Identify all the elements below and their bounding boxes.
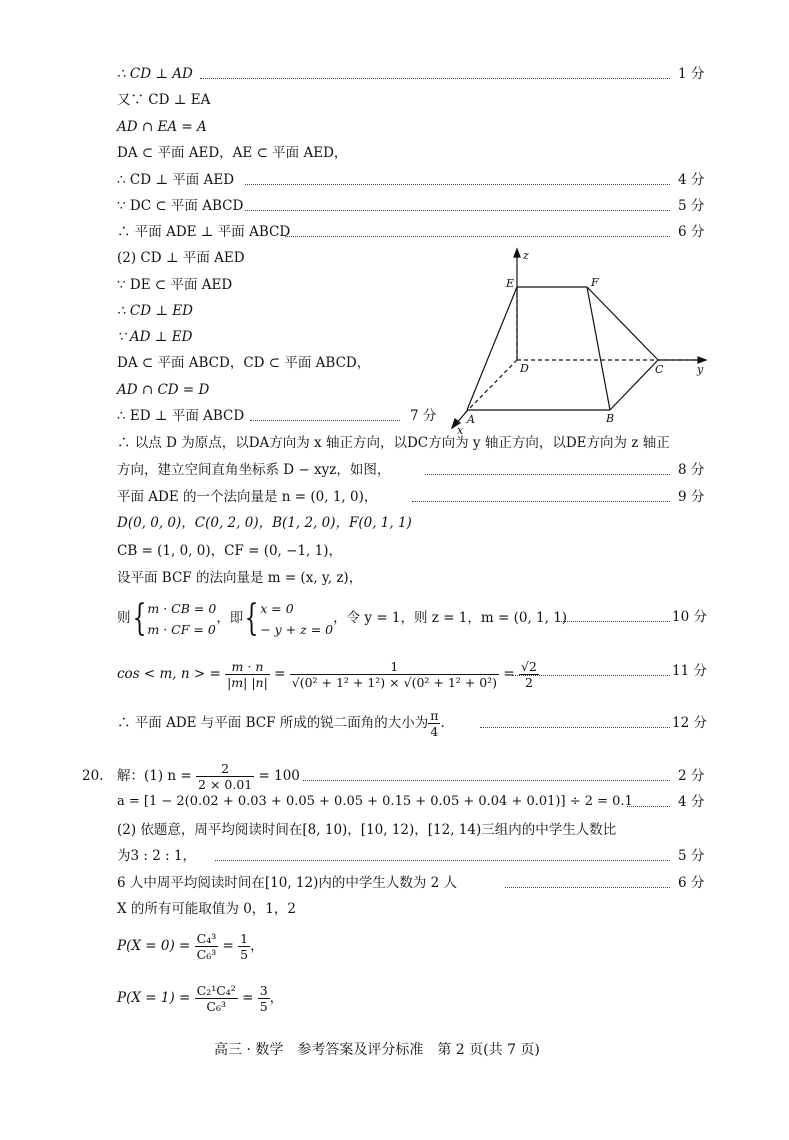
text-eq: = [242, 990, 254, 1006]
line-4: DA ⊂ 平面 AED，AE ⊂ 平面 AED， [117, 145, 348, 161]
fraction-p0 [238, 931, 250, 962]
points-1: 1 分 [678, 66, 705, 82]
coordinate-figure [440, 245, 720, 435]
line-7: ∴ 平面 ADE ⊥ 平面 ABCD [117, 224, 291, 240]
points-12: 12 分 [672, 715, 707, 731]
frac-den: 2 × 0.01 [198, 777, 253, 792]
label-b: B [606, 412, 615, 425]
line-10: ∴ CD ⊥ ED [117, 303, 193, 319]
leader-dots [412, 501, 670, 502]
line-16: 方向，建立空间直角坐标系 D − xyz，如图， [117, 462, 391, 478]
text-period: . [440, 715, 445, 731]
leader-dots [250, 420, 400, 421]
leader-dots [512, 675, 670, 676]
frac-den: 5 [240, 947, 249, 962]
frac-num: 2 [196, 761, 254, 777]
fraction-n [196, 761, 254, 792]
page-footer: 高三 · 数学 参考答案及评分标准 第 2 页(共 7 页) [214, 1042, 540, 1058]
label-y: y [697, 363, 704, 376]
text-comma: ， [269, 990, 284, 1006]
frac-den: C₆³ [206, 999, 227, 1014]
text-eq: = [222, 938, 234, 954]
text-let: ，令 y = 1，则 z = 1，m = (0, 1, 1) [333, 610, 568, 626]
frac-den: 2 [524, 675, 533, 690]
leader-dots [505, 887, 670, 888]
frac-num: π [430, 708, 439, 723]
fraction-pi4 [428, 708, 440, 739]
line-12: DA ⊂ 平面 ABCD，CD ⊂ 平面 ABCD， [117, 355, 371, 371]
line-q20-6: X 的所有可能取值为 0，1，2 [117, 901, 296, 917]
question-number-20: 20. [82, 768, 104, 784]
text-cos: cos < m, n > = [117, 666, 221, 682]
text-n: 解：(1) n = [117, 768, 192, 784]
text-ie: ，即 [216, 610, 244, 626]
eq-3: x = 0 [260, 600, 294, 616]
line-13: AD ∩ CD = D [117, 382, 210, 398]
points-5: 5 分 [678, 198, 705, 214]
leader-dots [200, 78, 670, 79]
points-q5: 5 分 [678, 848, 705, 864]
leader-dots [245, 210, 670, 211]
label-c: C [655, 363, 664, 376]
frac-den: |m| |n| [227, 675, 268, 690]
eq-4: − y + z = 0 [260, 621, 334, 637]
frac-den: 4 [430, 724, 439, 739]
label-e: E [506, 277, 515, 290]
line-3: AD ∩ EA = A [117, 119, 207, 135]
line-q20-7 [117, 926, 264, 966]
edge-bc [610, 360, 658, 410]
label-a: A [467, 413, 475, 426]
leader-dots [627, 806, 670, 807]
points-8: 8 分 [678, 462, 705, 478]
brace: { [244, 597, 259, 639]
brace: { [132, 597, 146, 639]
text-eq: = [503, 666, 515, 682]
da-dashed [465, 360, 517, 413]
points-6: 6 分 [678, 224, 705, 240]
line-20: 设平面 BCF 的法向量是 m = (x, y, z)， [117, 570, 363, 586]
points-q2: 2 分 [678, 768, 705, 784]
frac-den: √(0² + 1² + 1²) × √(0² + 1² + 0²) [291, 675, 498, 690]
text-eq100: = 100 [258, 768, 300, 784]
text-then: 则 [117, 610, 131, 626]
line-14: ∴ ED ⊥ 平面 ABCD [117, 408, 245, 424]
frac-num: 1 [290, 659, 499, 675]
line-q20-4: 为3 : 2 : 1， [117, 848, 197, 864]
line-22 [117, 654, 539, 694]
points-9: 9 分 [678, 489, 705, 505]
line-5: ∴ CD ⊥ 平面 AED [117, 172, 235, 188]
points-10: 10 分 [672, 609, 707, 625]
frac-num: 3 [259, 983, 268, 998]
text-p1: P(X = 1) = [117, 990, 191, 1006]
system-1 [147, 598, 216, 640]
text-comma: ， [250, 938, 264, 954]
line-1: ∴ CD ⊥ AD [117, 66, 193, 82]
line-11: ∵ AD ⊥ ED [117, 329, 193, 345]
edge-fc [587, 287, 658, 360]
text-p0: P(X = 0) = [117, 938, 191, 954]
fraction-p1 [258, 983, 270, 1014]
frac-den: C₆³ [196, 947, 217, 962]
line-15: ∴ 以点 D 为原点，以DA方向为 x 轴正方向，以DC方向为 y 轴正方向，以DE方向为 z 轴正 [117, 435, 670, 451]
line-6: ∵ DC ⊂ 平面 ABCD [117, 198, 244, 214]
line-21 [117, 596, 567, 640]
leader-dots [303, 780, 670, 781]
frac-num: C₄³ [196, 931, 217, 946]
fraction-mn [225, 659, 270, 690]
frac-den: 5 [259, 999, 268, 1014]
line-8: (2) CD ⊥ 平面 AED [117, 250, 245, 266]
leader-dots [480, 727, 670, 728]
frac-num: m · n [225, 659, 270, 675]
leader-dots [425, 474, 670, 475]
line-9: ∵ DE ⊂ 平面 AED [117, 277, 233, 293]
system-2 [260, 598, 333, 640]
eq-2: m · CF = 0 [147, 621, 216, 637]
line-17: 平面 ADE 的一个法向量是 n = (0, 1, 0)， [117, 489, 378, 505]
line-2: 又∵ CD ⊥ EA [117, 92, 211, 108]
z-arrow [514, 249, 520, 257]
fraction-c [195, 931, 219, 962]
text-angle: ∴ 平面 ADE 与平面 BCF 所成的锐二面角的大小为 [117, 715, 429, 731]
edge-fb [587, 287, 610, 410]
line-q20-5: 6 人中周平均阅读时间在[10, 12)内的中学生人数为 2 人 [117, 875, 458, 891]
label-z: z [523, 249, 529, 262]
points-7: 7 分 [410, 408, 437, 424]
leader-dots [556, 621, 670, 622]
points-q4: 4 分 [678, 794, 705, 810]
frac-num: 1 [240, 931, 249, 946]
leader-dots [245, 184, 670, 185]
points-q6: 6 分 [678, 875, 705, 891]
points-11: 11 分 [672, 663, 707, 679]
eq-1: m · CB = 0 [147, 600, 217, 616]
frac-num: C₂¹C₄² [196, 983, 236, 998]
edge-ea [467, 287, 517, 410]
line-q20-8 [117, 978, 283, 1018]
line-18: D(0, 0, 0)，C(0, 2, 0)，B(1, 2, 0)，F(0, 1, 1) [117, 515, 412, 531]
line-19: CB = (1, 0, 0)，CF = (0, −1, 1)， [117, 543, 342, 559]
label-x: x [457, 424, 464, 435]
line-q20-2: a = [1 − 2(0.02 + 0.03 + 0.05 + 0.05 + 0.15 + 0.05 + 0.04 + 0.01)] ÷ 2 = 0.1 [117, 794, 633, 809]
line-q20-3: (2) 依题意，周平均阅读时间在[8, 10)，[10, 12)，[12, 14)三组内的中学生人数比 [117, 822, 617, 838]
leader-dots [215, 860, 670, 861]
label-d: D [520, 362, 529, 375]
line-23 [117, 703, 445, 743]
leader-dots [285, 236, 670, 237]
fraction-root [290, 659, 499, 690]
fraction-c [195, 983, 238, 1014]
frac-num: √2 [520, 659, 537, 674]
label-f: F [591, 276, 599, 289]
points-4: 4 分 [678, 172, 705, 188]
line-q20-1 [117, 756, 300, 796]
text-eq: = [274, 666, 286, 682]
